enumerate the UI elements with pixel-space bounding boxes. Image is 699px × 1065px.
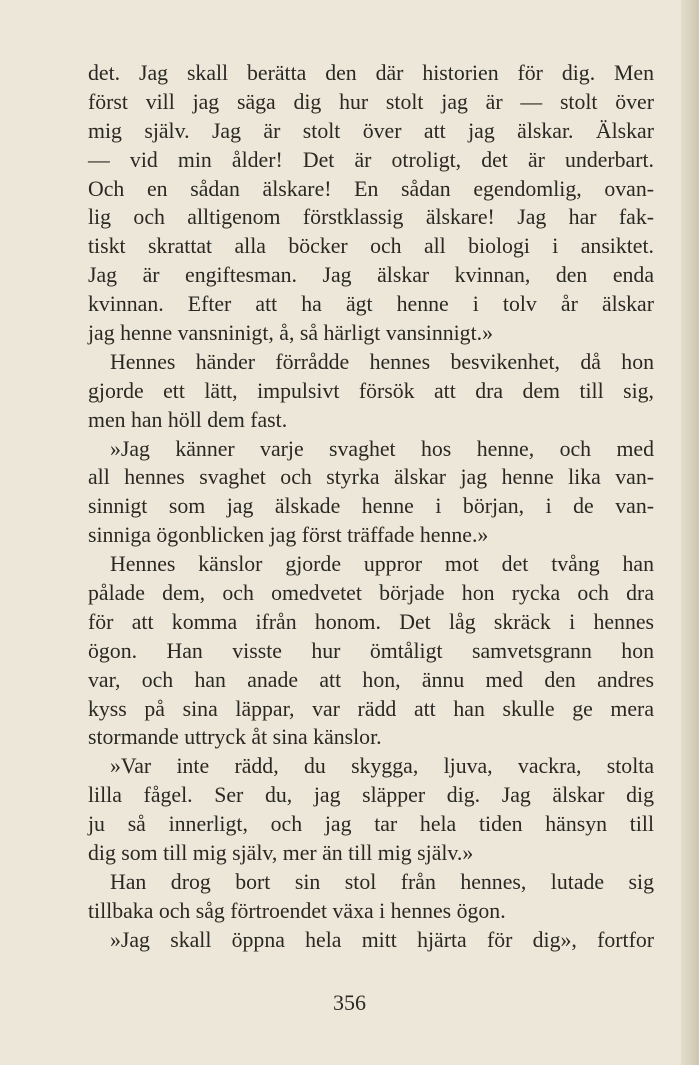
text-line: dig som till mig själv, mer än till mig själv.» [88,841,474,866]
page-number: 356 [333,990,366,1015]
page-edge [681,0,699,1065]
text-line: lig och alltigenom förstklassig älskare! Jag har fak- [88,205,654,230]
text-line: lilla fågel. Ser du, jag släpper dig. Jag älskar dig [88,783,654,808]
text-line: jag henne vansninigt, å, så härligt vansinnigt.» [88,321,493,346]
text-line: sinniga ögonblicken jag först träffade henne.» [88,523,489,548]
text-line: kyss på sina läppar, var rädd att han skulle ge mera [88,696,654,721]
text-line: Hennes känslor gjorde uppror mot det tvång han [110,552,654,577]
text-line: Och en sådan älskare! En sådan egendomlig, ovan- [88,176,654,201]
text-line: kvinnan. Efter att ha ägt henne i tolv år älskar [88,292,654,317]
text-line: men han höll dem fast. [88,407,288,432]
text-line: Hennes händer förrådde hennes besvikenhet, då hon [110,349,654,374]
body-text [88,59,654,955]
text-line: ögon. Han visste hur ömtåligt samvetsgrann hon [88,638,654,663]
text-line: all hennes svaghet och styrka älskar jag henne lika van- [88,465,654,490]
text-line: tillbaka och såg förtroendet växa i hennes ögon. [88,898,506,923]
text-line: »Jag skall öppna hela mitt hjärta för dig», fortfor [110,927,654,952]
text-line: stormande uttryck åt sina känslor. [88,725,382,750]
text-line: för att komma ifrån honom. Det låg skräck i hennes [88,609,654,634]
text-line: — vid min ålder! Det är otroligt, det är underbart. [88,147,654,172]
text-line: mig själv. Jag är stolt över att jag älskar. Älskar [88,118,654,143]
text-line: gjorde ett lätt, impulsivt försök att dra dem till sig, [88,378,654,403]
text-line: tiskt skrattat alla böcker och all biologi i ansiktet. [88,234,654,259]
text-line: Jag är engiftesman. Jag älskar kvinnan, den enda [88,263,654,288]
text-line: först vill jag säga dig hur stolt jag är — stolt över [88,89,654,114]
text-line: ju så innerligt, och jag tar hela tiden hänsyn till [88,812,654,837]
text-line: »Jag känner varje svaghet hos henne, och med [110,436,654,461]
text-line: var, och han anade att hon, ännu med den andres [88,667,654,692]
text-line: »Var inte rädd, du skygga, ljuva, vackra, stolta [110,754,654,779]
text-line: Han drog bort sin stol från hennes, lutade sig [110,869,654,894]
text-line: det. Jag skall berätta den där historien för dig. Men [88,61,654,85]
text-line: pålade dem, och omedvetet började hon rycka och dra [88,581,654,606]
text-line: sinnigt som jag älskade henne i början, i de van- [88,494,654,519]
